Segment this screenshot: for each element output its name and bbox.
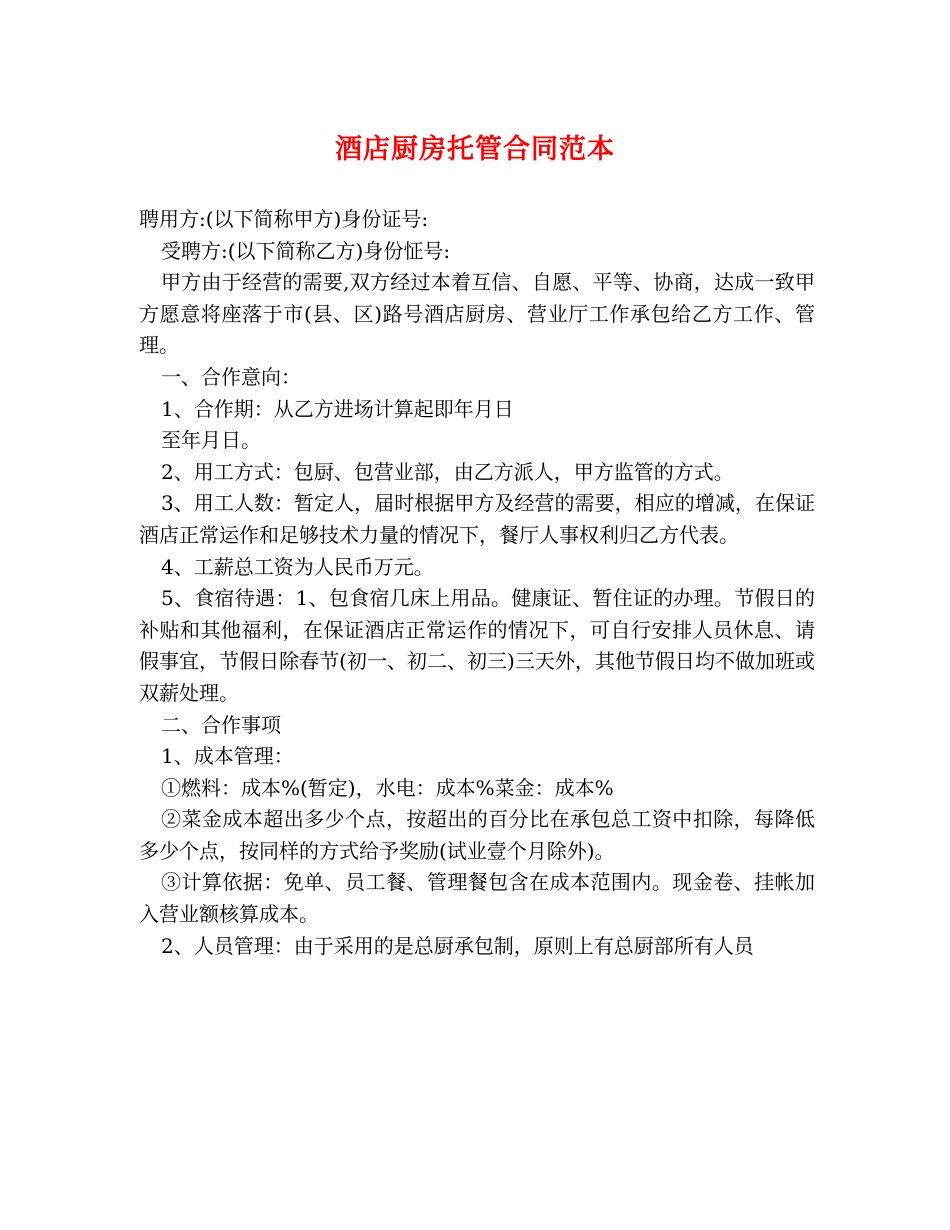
- paragraph-fuel-cost: ①燃料：成本%(暂定)，水电：成本%菜金：成本%: [161, 775, 614, 800]
- section-heading-cooperation-matters: 二、合作事项: [161, 712, 281, 737]
- section-heading-cooperation-intent: 一、合作意向：: [161, 364, 301, 389]
- paragraph-term-end: 至年月日。: [161, 428, 261, 453]
- paragraph-staff-management: 2、人员管理：由于采用的是总厨承包制，原则上有总厨部所有人员: [161, 933, 754, 958]
- paragraph-intro: 甲方由于经营的需要,双方经过本着互信、自愿、平等、协商，达成一致甲方愿意将座落于市(县、区)路号酒店厨房、营业厅工作承包给乙方工作、管理。: [139, 270, 815, 358]
- paragraph-calculation-basis: ③计算依据：免单、员工餐、管理餐包含在成本范围内。现金卷、挂帐加入营业额核算成本。: [139, 870, 815, 927]
- paragraph-headcount: 3、用工人数：暂定人，届时根据甲方及经营的需要，相应的增减，在保证酒店正常运作和足够技术力量的情况下，餐厅人事权利归乙方代表。: [139, 491, 815, 547]
- paragraph-term: 1、合作期：从乙方进场计算起即年月日: [161, 396, 514, 421]
- paragraph-employer: 聘用方:(以下简称甲方)身份证号:: [139, 207, 429, 231]
- paragraph-employee: 受聘方:(以下简称乙方)身份怔号:: [161, 238, 451, 263]
- paragraph-food-cost: ②菜金成本超出多少个点，按超出的百分比在承包总工资中扣除，每降低多少个点，按同样的方式给予奖励(试业壹个月除外)。: [139, 807, 815, 863]
- paragraph-cost-management: 1、成本管理：: [161, 744, 294, 769]
- document-title: 酒店厨房托管合同范本: [335, 134, 615, 165]
- paragraph-benefits: 5、食宿待遇：1、包食宿几床上用品。健康证、暂住证的办理。节假日的补贴和其他福利，在保证酒店正常运作的情况下，可自行安排人员休息、请假事宜，节假日除春节(初一、初二、初三)三天外，其他节假日均不做加班或双薪处理。: [139, 586, 815, 705]
- paragraph-salary: 4、工薪总工资为人民币万元。: [161, 554, 434, 579]
- paragraph-employment-method: 2、用工方式：包厨、包营业部，由乙方派人，甲方监管的方式。: [161, 459, 734, 484]
- document-body: [139, 204, 815, 962]
